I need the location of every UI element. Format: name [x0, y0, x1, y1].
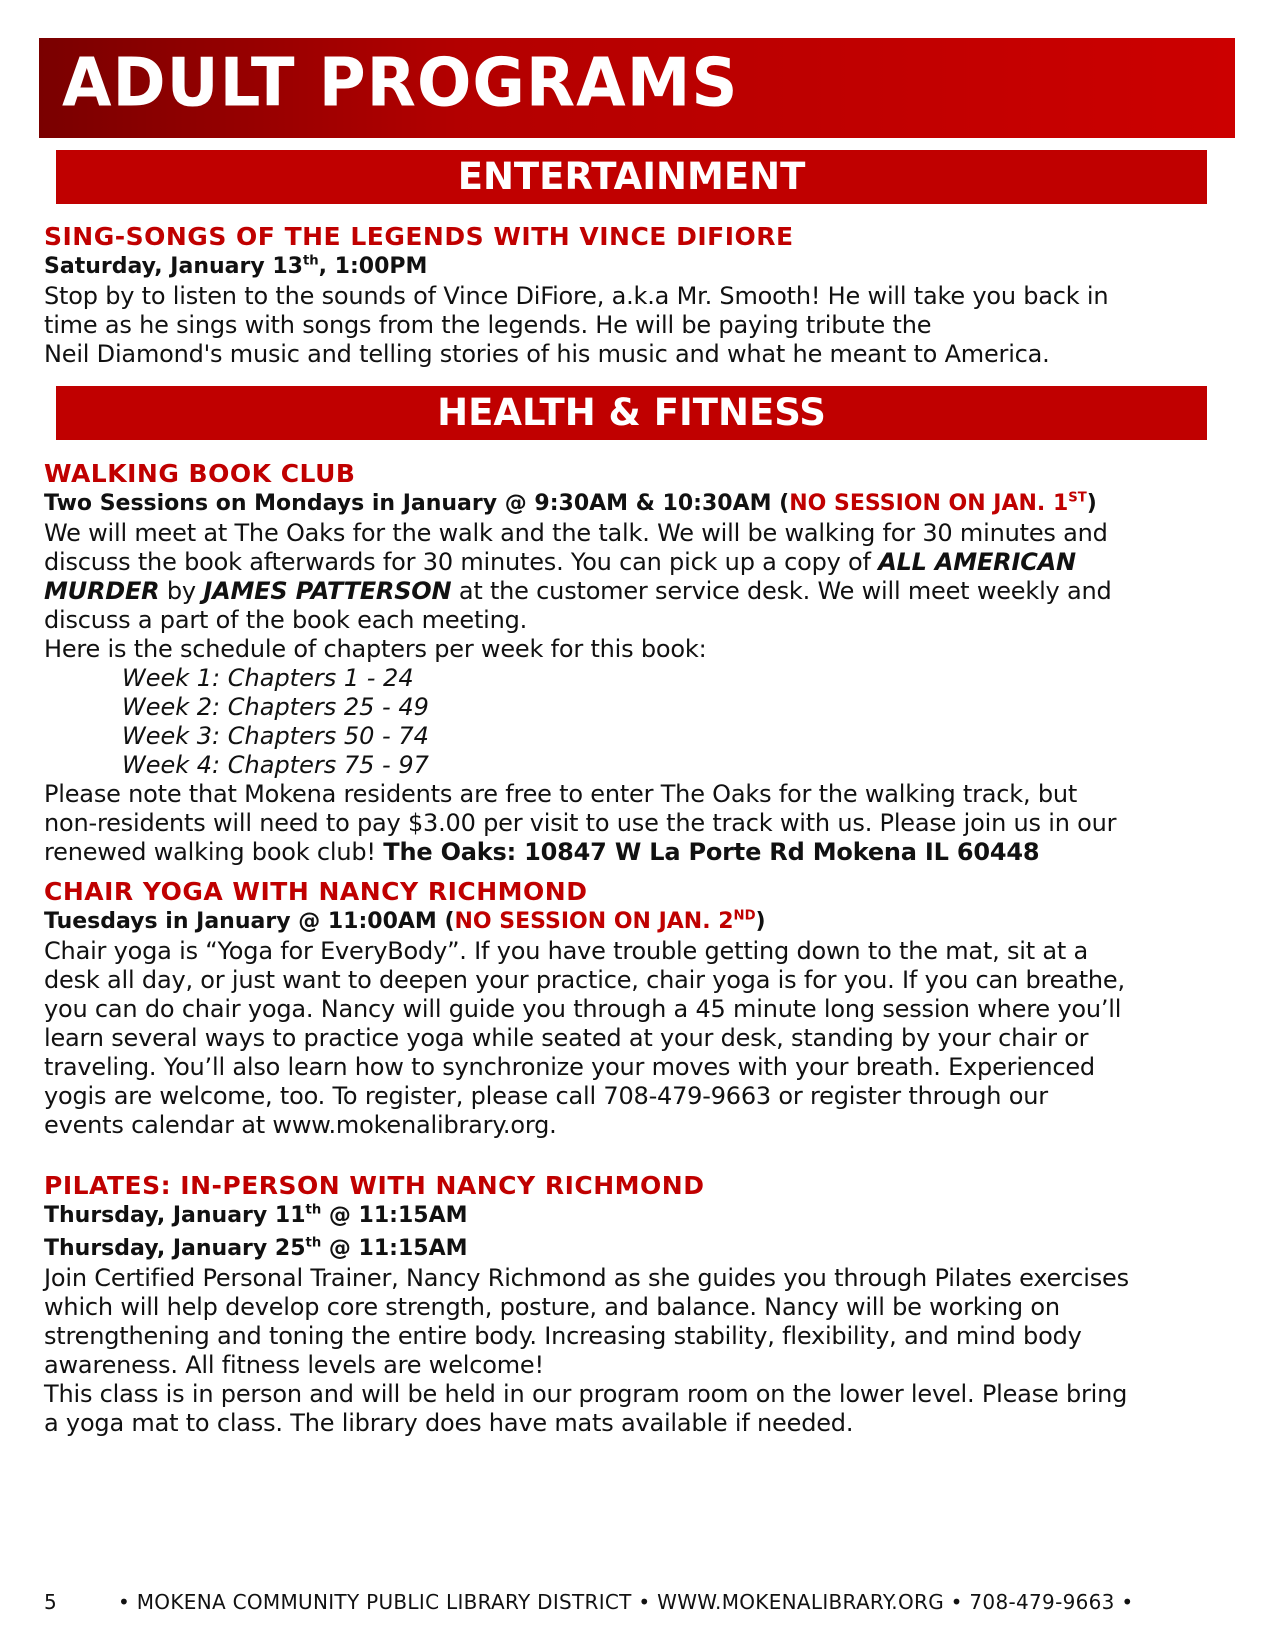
- book-title: ALL AMERICAN: [878, 548, 1076, 576]
- description-line: This class is in person and will be held in our program room on the lower level. Please bring: [44, 1380, 1128, 1408]
- no-session-note: [455, 909, 756, 934]
- no-session-suffix: ST: [1068, 490, 1087, 506]
- schedule-text: Two Sessions on Mondays in January @ 9:30AM & 10:30AM (: [44, 491, 790, 516]
- program-chair-yoga: [44, 877, 1234, 1140]
- description-line: desk all day, or just want to deepen your practice, chair yoga is for you. If you can breathe,: [44, 966, 1125, 994]
- description-line: yogis are welcome, too. To register, please call 708-479-9663 or register through our: [44, 1082, 1048, 1110]
- description-line: awareness. All fitness levels are welcome!: [44, 1351, 544, 1379]
- description-line: learn several ways to practice yoga while seated at your desk, standing by your chair or: [44, 1024, 1089, 1052]
- program-title: PILATES: IN-PERSON WITH NANCY RICHMOND: [44, 1171, 705, 1200]
- description-line: strengthening and toning the entire body. Increasing stability, flexibility, and mind body: [44, 1322, 1082, 1350]
- program-schedule: [44, 907, 1234, 937]
- by-text: by: [159, 577, 204, 605]
- date-suffix: th: [305, 1235, 322, 1251]
- program-schedule: [44, 489, 1234, 519]
- description-line: We will meet at The Oaks for the walk and the talk. We will be walking for 30 minutes and: [44, 519, 1108, 547]
- footer-contact: • MOKENA COMMUNITY PUBLIC LIBRARY DISTRICT • WWW.MOKENALIBRARY.ORG • 708-479-9663 •: [118, 1590, 1134, 1614]
- paren-close: ): [755, 909, 766, 934]
- program-pilates: [44, 1171, 1234, 1438]
- paren-close: ): [1086, 491, 1097, 516]
- section-health-fitness: HEALTH & FITNESS: [56, 386, 1207, 440]
- program-description: [44, 282, 1234, 369]
- program-date: [44, 1234, 1234, 1264]
- description-line: Chair yoga is “Yoga for EveryBody”. If you have trouble getting down to the mat, sit at a: [44, 937, 1089, 965]
- program-title: CHAIR YOGA WITH NANCY RICHMOND: [44, 877, 588, 906]
- program-title: SING-SONGS OF THE LEGENDS WITH VINCE DIFIORE: [44, 222, 794, 251]
- date-suffix: th: [305, 1202, 322, 1218]
- description-line: at the customer service desk. We will meet weekly and: [451, 577, 1112, 605]
- description-line: Neil Diamond's music and telling stories of his music and what he meant to America.: [44, 340, 1050, 368]
- description-line: events calendar at www.mokenalibrary.org.: [44, 1111, 557, 1139]
- program-date: [44, 1201, 1234, 1231]
- description-line: which will help develop core strength, posture, and balance. Nancy will be working on: [44, 1293, 1060, 1321]
- program-title: WALKING BOOK CLUB: [44, 459, 356, 488]
- book-title: MURDER: [44, 577, 160, 605]
- description-line: a yoga mat to class. The library does have mats available if needed.: [44, 1409, 854, 1437]
- program-note: [44, 780, 1234, 867]
- no-session-note: [789, 491, 1087, 516]
- page-number: 5: [44, 1590, 57, 1614]
- time-text: , 1:00PM: [318, 254, 428, 279]
- program-sing-songs: [44, 222, 1234, 369]
- no-session-suffix: ND: [733, 908, 756, 924]
- program-walking-book-club: [44, 459, 1234, 867]
- time-text: @ 11:15AM: [321, 1203, 468, 1228]
- description-line: you can do chair yoga. Nancy will guide you through a 45 minute long session where you’ll: [44, 995, 1122, 1023]
- date-suffix: th: [302, 253, 319, 269]
- date-text: Saturday, January 13: [44, 254, 303, 279]
- no-session-text: NO SESSION ON JAN. 1: [789, 491, 1069, 516]
- program-description: [44, 519, 1234, 664]
- description-line: Join Certified Personal Trainer, Nancy Richmond as she guides you through Pilates exercises: [44, 1264, 1129, 1292]
- schedule-item: Week 4: Chapters 75 - 97: [122, 751, 429, 779]
- section-entertainment: ENTERTAINMENT: [56, 150, 1207, 204]
- no-session-text: NO SESSION ON JAN. 2: [454, 909, 734, 934]
- book-author: JAMES PATTERSON: [203, 577, 452, 605]
- date-text: Thursday, January 11: [44, 1203, 306, 1228]
- schedule-item: Week 1: Chapters 1 - 24: [122, 664, 414, 692]
- schedule-text: Tuesdays in January @ 11:00AM (: [44, 909, 455, 934]
- chapter-schedule: [44, 664, 1234, 780]
- schedule-item: Week 3: Chapters 50 - 74: [122, 722, 429, 750]
- description-line: Here is the schedule of chapters per week for this book:: [44, 635, 707, 663]
- note-line: non-residents will need to pay $3.00 per visit to use the track with us. Please join us in our: [44, 809, 1117, 837]
- time-text: @ 11:15AM: [321, 1236, 468, 1261]
- description-line: Stop by to listen to the sounds of Vince DiFiore, a.k.a Mr. Smooth! He will take you back in: [44, 282, 1109, 310]
- page-title: ADULT PROGRAMS: [62, 44, 739, 123]
- description-line: traveling. You’ll also learn how to synchronize your moves with your breath. Experienced: [44, 1053, 1095, 1081]
- program-description: [44, 937, 1234, 1140]
- note-line: renewed walking book club!: [44, 838, 384, 866]
- date-text: Thursday, January 25: [44, 1236, 306, 1261]
- program-description: [44, 1264, 1234, 1438]
- description-line: time as he sings with songs from the legends. He will be paying tribute the: [44, 311, 932, 339]
- program-date: [44, 252, 1234, 282]
- schedule-item: Week 2: Chapters 25 - 49: [122, 693, 429, 721]
- description-line: discuss the book afterwards for 30 minutes. You can pick up a copy of: [44, 548, 879, 576]
- address: The Oaks: 10847 W La Porte Rd Mokena IL 60448: [383, 838, 1040, 866]
- description-line: discuss a part of the book each meeting.: [44, 606, 528, 634]
- note-line: Please note that Mokena residents are free to enter The Oaks for the walking track, but: [44, 780, 1078, 808]
